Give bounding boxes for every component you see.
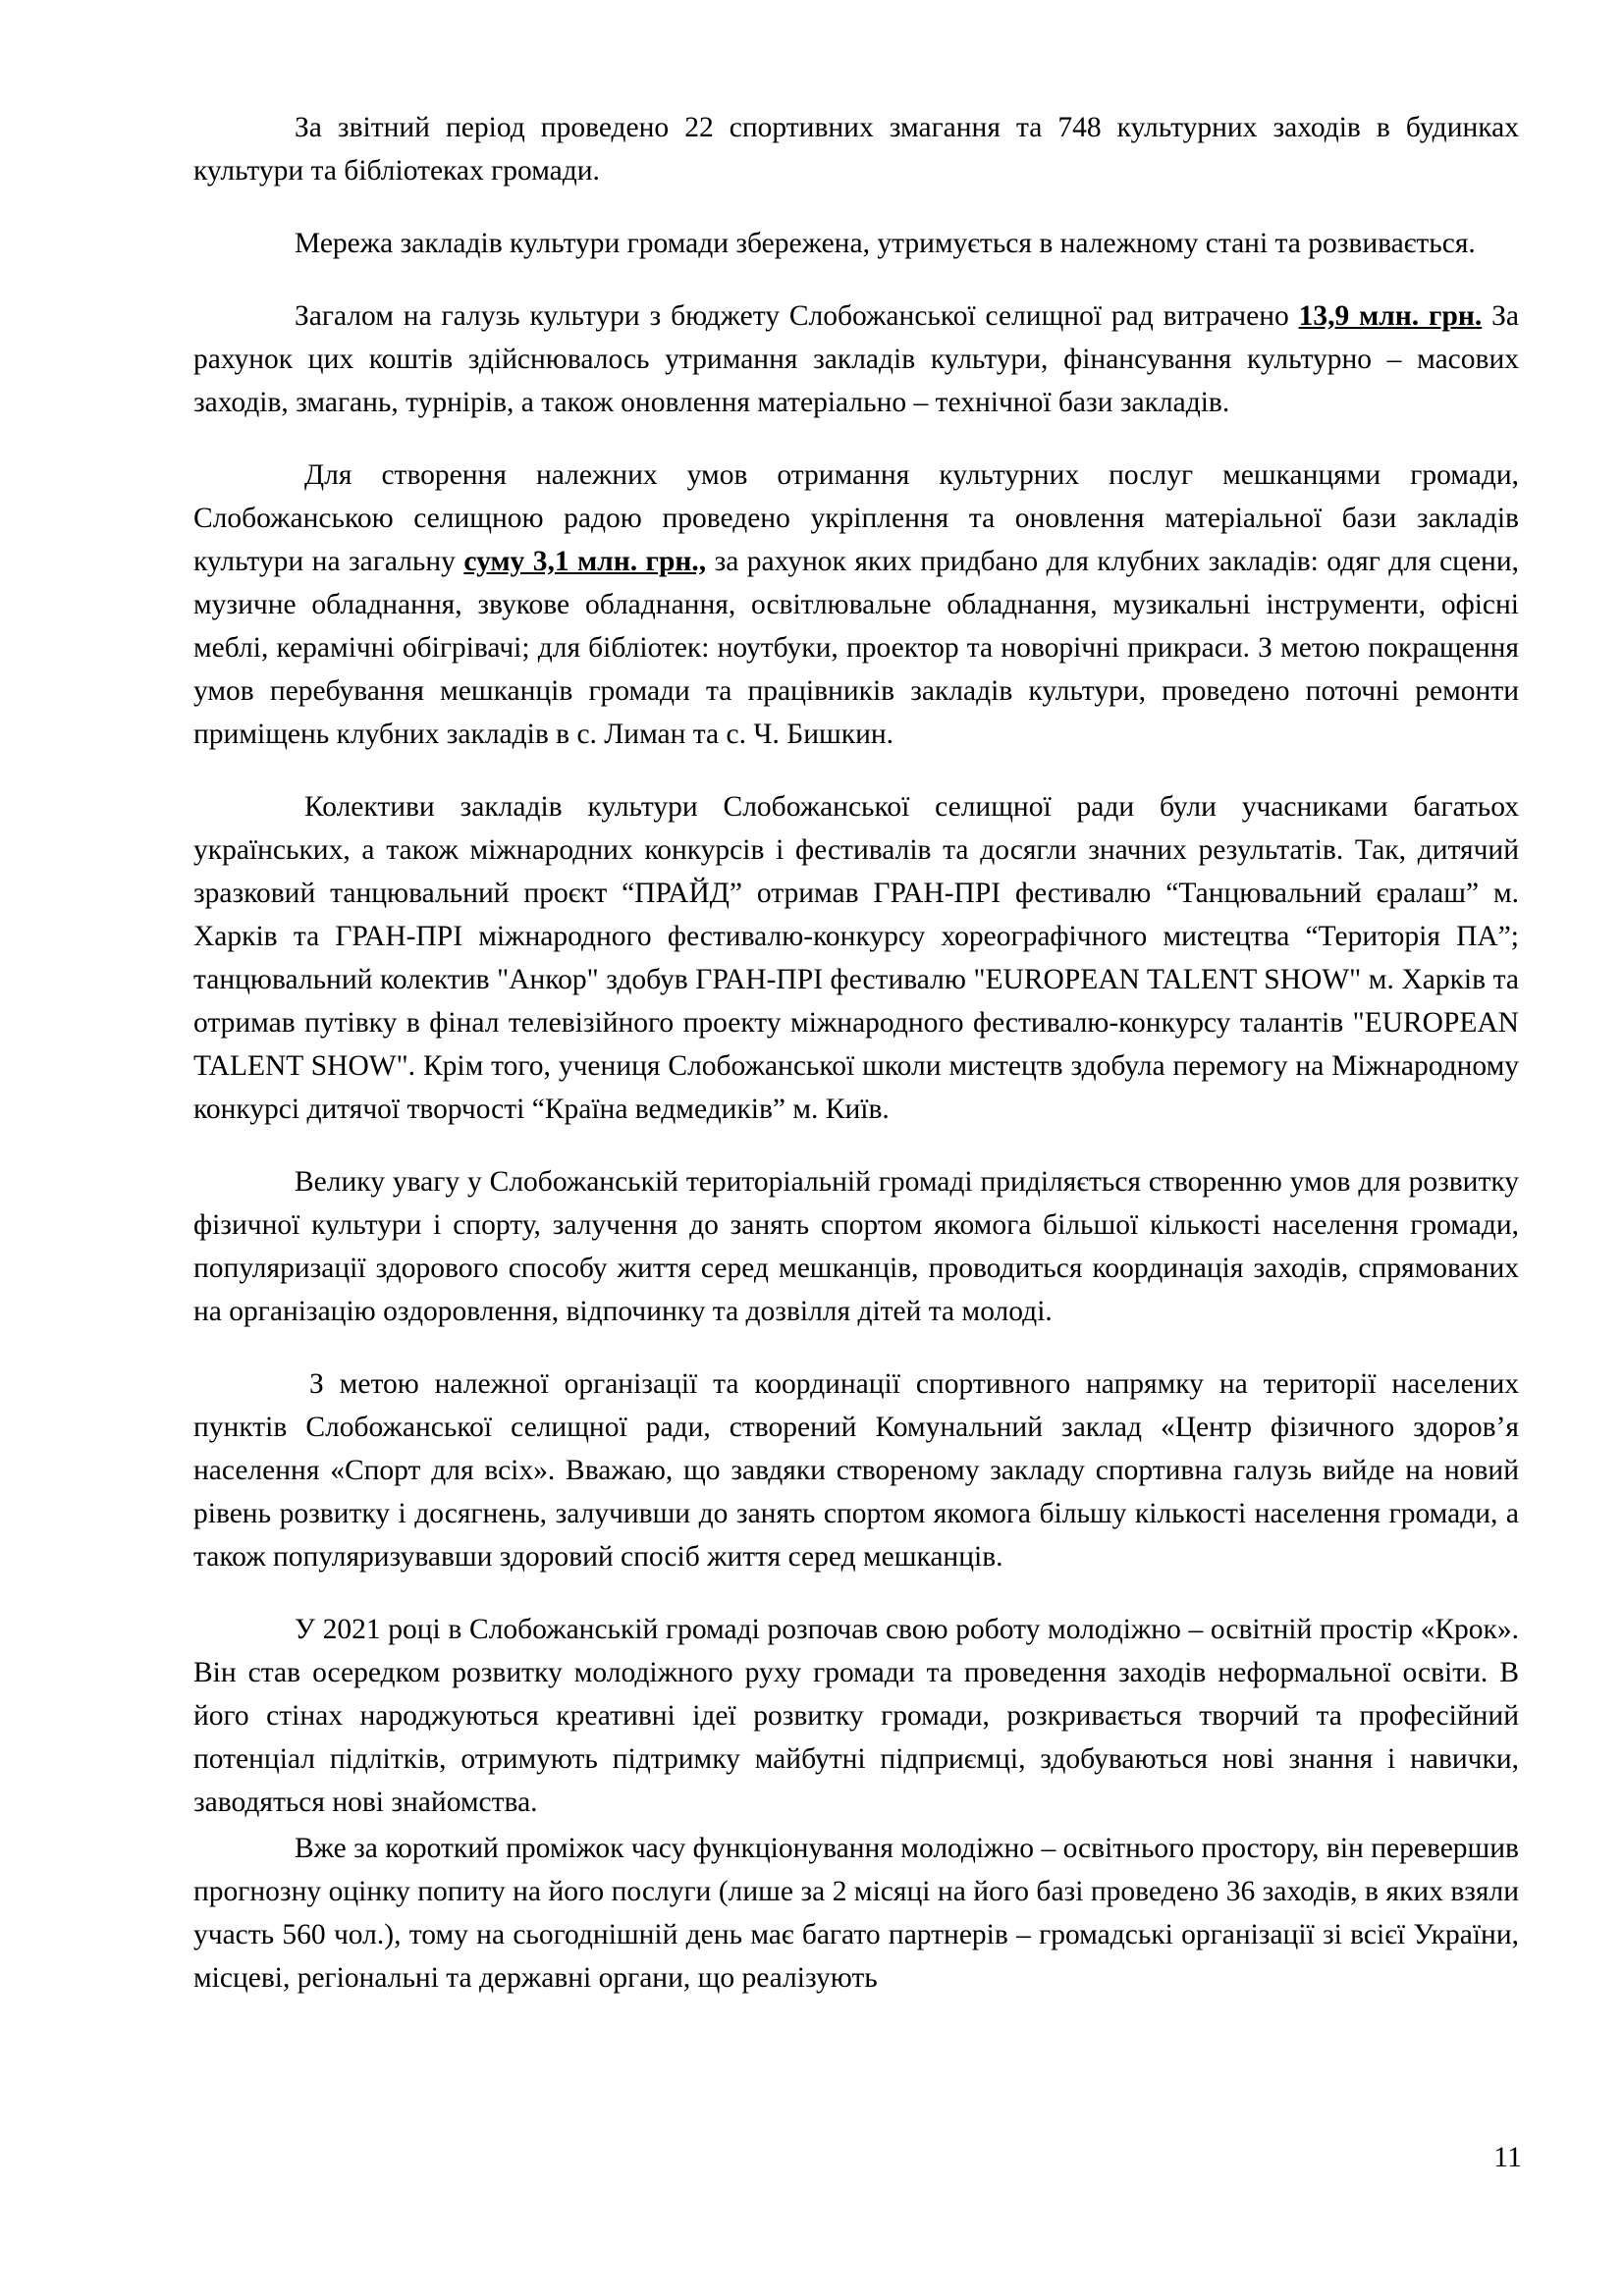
paragraph-culture-budget [193,294,1519,424]
page-number: 11 [1493,2141,1522,2173]
paragraph-material-base-text-after: за рахунок яких придбано для клубних закладів: одяг для сцени, музичне обладнання, звукове обладнання, освітлювальне обладнання, музикальні інструменти, офісні меблі, керамічні обігрівачі; для бібліотек: ноутбуки, проектор та новорічні прикраси. З метою покращення умов перебування мешканців громади та працівників закладів культури, проведено поточні ремонти приміщень клубних закладів в с. Лиман та с. Ч. Бишкин. [193,546,1519,750]
paragraph-material-base [193,454,1519,756]
paragraph-collectives-achievements: Колективи закладів культури Слобожанської селищної ради були учасниками багатьох українських, а також міжнародних конкурсів і фестивалів та досягли значних результатів. Так, дитячий зразковий танцювальний проєкт “ПРАЙД” отримав ГРАН-ПРІ фестивалю “Танцювальний єралаш” м. Харків та ГРАН-ПРІ міжнародного фестивалю-конкурсу хореографічного мистецтва “Територія ПА”; танцювальний колектив "Анкор" здобув ГРАН-ПРІ фестивалю "EUROPEAN TALENT SHOW" м. Харків та отримав путівку в фінал телевізійного проекту міжнародного фестивалю-конкурсу талантів "EUROPEAN TALENT SHOW". Крім того, учениця Слобожанської школи мистецтв здобула перемогу на Міжнародному конкурсі дитячої творчості “Країна ведмедиків” м. Київ. [193,791,1519,1125]
paragraph-sport-development: Велику увагу у Слобожанській територіальній громаді приділяється створенню умов для розвитку фізичної культури і спорту, залучення до занять спортом якомога більшої кількості населення громади, популяризації здорового способу життя серед мешканців, проводиться координація заходів, спрямованих на організацію оздоровлення, відпочинку та дозвілля дітей та молоді. [193,1166,1519,1327]
paragraph-culture-network: Мережа закладів культури громади збережена, утримується в належному стані та розвивається. [295,228,1476,259]
budget-amount-highlight: 13,9 млн. грн. [1298,300,1483,332]
paragraph-sport-center: З метою належної організації та координації спортивного напрямку на території населених пунктів Слобожанської селищної ради, створений Комунальний заклад «Центр фізичного здоров’я населення «Спорт для всіх». Вважаю, що завдяки створеному закладу спортивна галузь вийде на новий рівень розвитку і досягнень, залучивши до занять спортом якомога більшу кількості населення громади, а також популяризувавши здоровий спосіб життя серед мешканців. [193,1368,1519,1573]
document-body [193,106,1519,2029]
paragraph-material-base-text-before: Для створення належних умов отримання культурних послуг мешканцями громади, Слобожанською селищною радою проведено укріплення та оновлення матеріальної бази закладів культури на загальну [193,459,1519,577]
paragraph-youth-space-results: Вже за короткий проміжок часу функціонування молодіжно – освітнього простору, він перевершив прогнозну оцінку попиту на його послуги (лише за 2 місяці на його базі проведено 36 заходів, в яких взяли участь 560 чол.), тому на сьогоднішній день має багато партнерів – громадські організації зі всієї України, місцеві, регіональні та державні органи, що реалізують [193,1833,1519,1994]
paragraph-events-summary: За звітний період проведено 22 спортивних змагання та 748 культурних заходів в будинках культури та бібліотеках громади. [193,112,1519,187]
paragraph-culture-budget-text-after: За рахунок цих коштів здійснювалось утримання закладів культури, фінансування культурно – масових заходів, змагань, турнірів, а також оновлення матеріально – технічної бази закладів. [193,300,1519,418]
material-base-amount-highlight: суму 3,1 млн. грн., [463,546,707,577]
paragraph-culture-budget-text-before: Загалом на галузь культури з бюджету Слобожанської селищної рад витрачено [295,300,1299,332]
paragraph-youth-space: У 2021 році в Слобожанській громаді розпочав свою роботу молодіжно – освітній простір «Крок». Він став осередком розвитку молодіжного руху громади та проведення заходів неформальної освіти. В його стінах народжуються креативні ідеї розвитку громади, розкривається творчий та професійний потенціал підлітків, отримують підтримку майбутні підприємці, здобуваються нові знання і навички, заводяться нові знайомства. [193,1614,1519,1818]
